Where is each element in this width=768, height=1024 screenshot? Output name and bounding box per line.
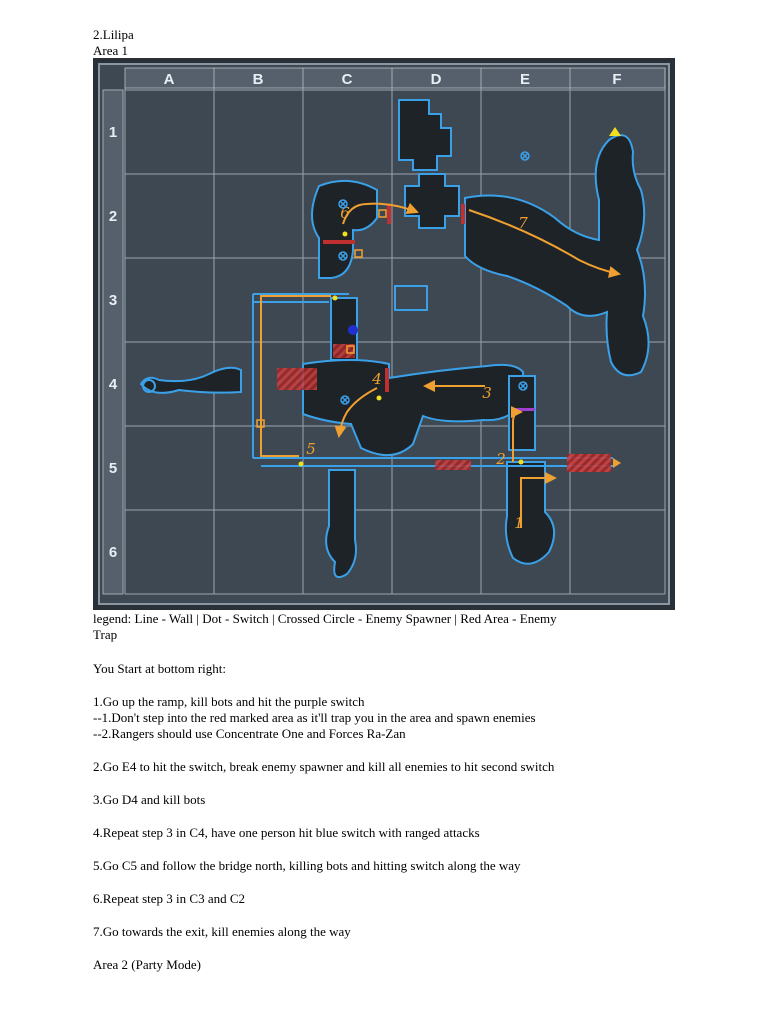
route-number-5: 5 bbox=[306, 440, 316, 458]
step-2: 2.Go E4 to hit the switch, break enemy spawner and kill all enemies to hit second switch bbox=[93, 759, 555, 774]
row-header-bar bbox=[103, 90, 123, 594]
route-number-6: 6 bbox=[340, 204, 350, 222]
column-label-b: B bbox=[252, 71, 264, 88]
step-4: 4.Repeat step 3 in C4, have one person hit blue switch with ranged attacks bbox=[93, 825, 480, 840]
walkthrough-steps bbox=[93, 661, 733, 973]
column-label-d: D bbox=[430, 71, 442, 88]
row-label-5: 5 bbox=[108, 460, 118, 477]
column-label-c: C bbox=[341, 71, 353, 88]
step-6: 6.Repeat step 3 in C3 and C2 bbox=[93, 891, 246, 906]
route-number-1: 1 bbox=[514, 514, 524, 532]
row-label-2: 2 bbox=[108, 208, 118, 225]
document-header bbox=[93, 27, 733, 59]
column-header-bar bbox=[125, 68, 665, 88]
step-1-note-b: --2.Rangers should use Concentrate One and Forces Ra-Zan bbox=[93, 726, 406, 741]
column-label-a: A bbox=[163, 71, 175, 88]
route-number-3: 3 bbox=[482, 384, 492, 402]
legend-line-1: legend: Line - Wall | Dot - Switch | Crossed Circle - Enemy Spawner | Red Area - Enemy bbox=[93, 611, 557, 626]
map-svg bbox=[93, 58, 675, 610]
map-background bbox=[99, 64, 669, 604]
blue-switch-icon bbox=[348, 325, 358, 335]
step-7: 7.Go towards the exit, kill enemies along the way bbox=[93, 924, 351, 939]
step-1-note-a: --1.Don't step into the red marked area as it'll trap you in the area and spawn enemies bbox=[93, 710, 536, 725]
row-label-4: 4 bbox=[108, 376, 118, 393]
row-label-3: 3 bbox=[108, 292, 118, 309]
section-heading: 2.Lilipa bbox=[93, 27, 134, 42]
area-2-title: Area 2 (Party Mode) bbox=[93, 957, 201, 972]
route-number-7: 7 bbox=[518, 214, 528, 232]
step-5: 5.Go C5 and follow the bridge north, killing bots and hitting switch along the way bbox=[93, 858, 521, 873]
row-label-1: 1 bbox=[108, 124, 118, 141]
step-3: 3.Go D4 and kill bots bbox=[93, 792, 206, 807]
column-label-f: F bbox=[612, 71, 622, 88]
step-1: 1.Go up the ramp, kill bots and hit the purple switch bbox=[93, 694, 365, 709]
route-number-4: 4 bbox=[372, 370, 382, 388]
route-number-2: 2 bbox=[496, 450, 506, 468]
area-map bbox=[93, 58, 675, 610]
row-label-6: 6 bbox=[108, 544, 118, 561]
map-legend bbox=[93, 611, 663, 643]
legend-line-2: Trap bbox=[93, 627, 118, 642]
start-note: You Start at bottom right: bbox=[93, 661, 227, 676]
area-title: Area 1 bbox=[93, 43, 129, 58]
column-label-e: E bbox=[519, 71, 531, 88]
